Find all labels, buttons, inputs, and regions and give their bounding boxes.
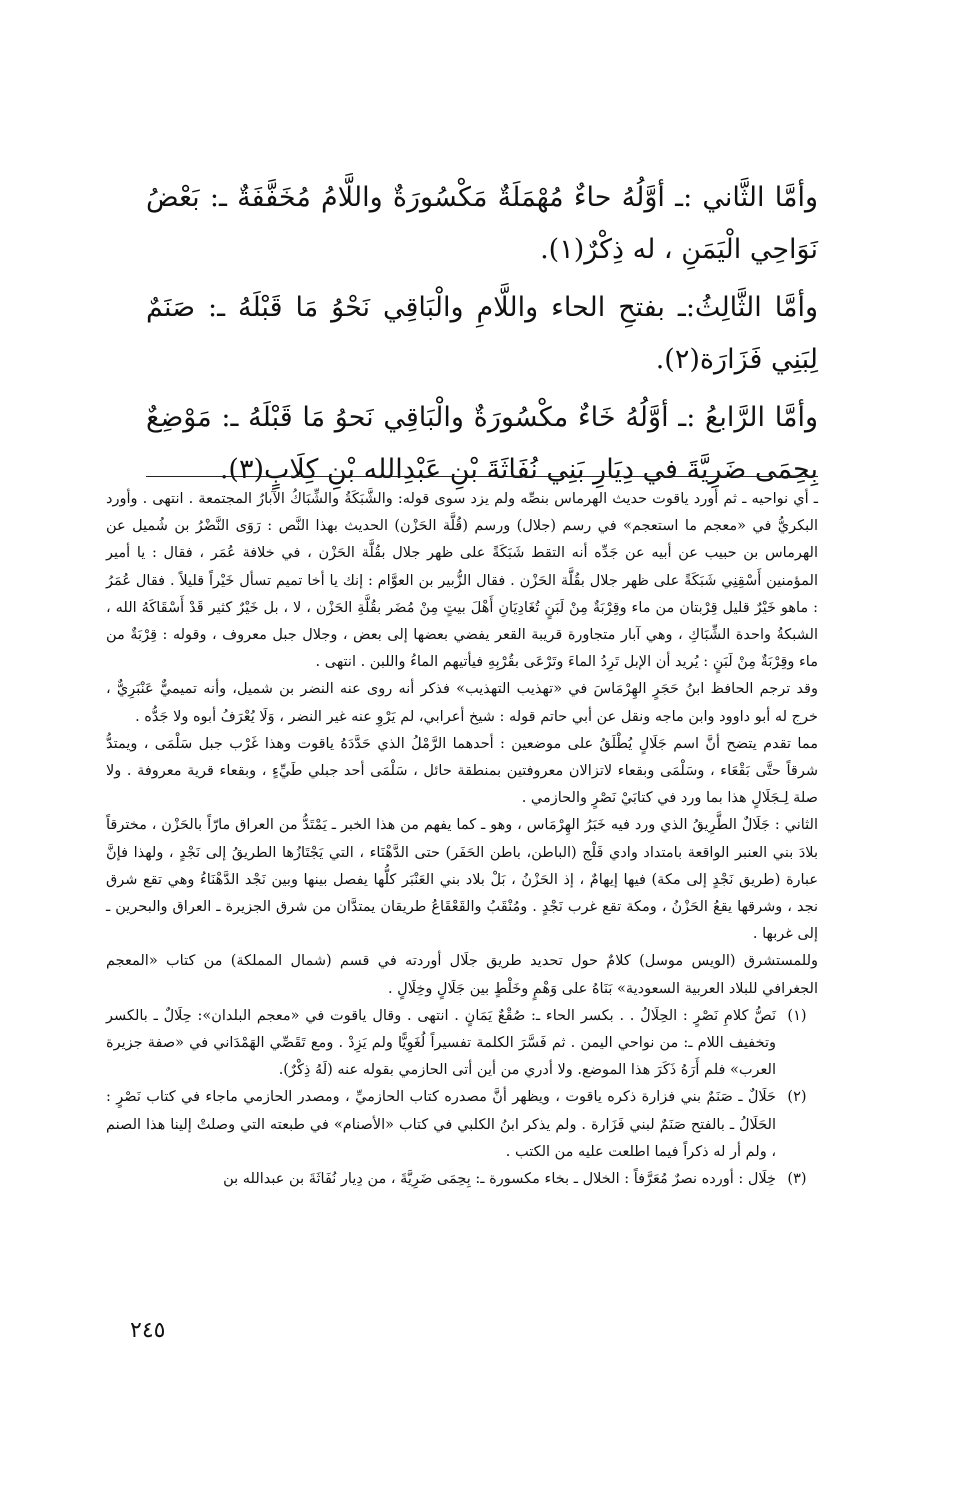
footnote	[106, 1166, 818, 1193]
footnote-text: خِلَال : أورده نصرٌ مُعَرَّفاً : الخلال ـ بخاء مكسورة ـ: بِحِمَى ضَرِيَّةَ ، من دِيار نُفَاثَةَ بن عبدالله بن	[223, 1171, 776, 1188]
footnotes-area	[106, 486, 818, 1193]
footnote-number: (١)	[787, 1007, 807, 1024]
continuation-note: وقد ترجم الحافظ ابنُ حَجَرٍ الهِرْمَاسَ في «تهذيب التهذيب» فذكر أنه روى عنه النضر بن شميل، وأنه تميميٌّ عَنْبَرِيٌّ ، خرج له أبو داوود وابن ماجه ونقل عن أبي حاتم قوله : شيخ أعرابي، لم يَرْوِ عنه غير النضر ، وَلَا يُعْرَفُ أبوه ولا جَدُّه .	[106, 681, 818, 725]
footnote-number: (٣)	[787, 1171, 807, 1188]
main-paragraph: وأمَّا الثَّالِثُ:ـ بفتحِ الحاء واللَّامِ والْبَاقِي نَحْوُ مَا قَبْلَهُ ـ: صَنَمٌ لِبَنِي فَزَارَة(٢).	[146, 292, 818, 375]
footnote-text: حَلَالٌ ـ صَنَمٌ بني فزارة ذكره ياقوت ، ويظهر أنَّ مصدره كتاب الحازميِّ ، ومصدر الحازمي ماجاء في كتاب نَصْرٍ : الحَلَالُ ـ بالفتح صَنَمٌ لبني فَزَارة . ولم يذكر ابنُ الكلبي في كتاب «الأصنام» في طبعته التي وصلتْ إلينا هذا الصنم ، ولم أر له ذكراً فيما اطلعت عليه من الكتب .	[106, 1089, 776, 1160]
continuation-note: مما تقدم يتضح أنَّ اسم جَلَالٍ يُطْلَقُ على موضعين : أحدهما الرَّمْلُ الذي حَدَّدَهُ ياقوت وهذا غَرْب جبل سَلْمَى ، ويمتدُّ شرقاً حتَّى بَقْعَاء ، وسَلْمَى وبقعاء لاتزالان معروفتين بمنطقة حائل ، سَلْمَى أحد جبلي طَيِّءٍ ، وبقعاء قرية معروفة . ولا صلة لِـجَلَالٍ هذا بما ورد في كتابَيْ نَصْرٍ والحازمي .	[106, 735, 818, 807]
main-paragraph: وأمَّا الرَّابعُ :ـ أوَّلُهُ خَاءٌ مكْسُورَةٌ والْبَاقِي نَحوُ مَا قَبْلَهُ ـ: مَوْضِعٌ بِحِمَى ضَرِيَّةَ في دِيَارِ بَنِي نُفَاثَةَ بْنِ عَبْدِالله بْنِ كِلَابٍ(٣).	[146, 402, 818, 485]
footnote	[106, 1084, 818, 1166]
main-text	[146, 172, 818, 502]
continuation-note: وللمستشرق (الويس موسل) كلامٌ حول تحديد طريق جلَال أوردته في قسم (شمال المملكة) من كتاب «المعجم الجغرافي للبلاد العربية السعودية» بَنَاهُ على وَهْمٍ وخَلْطٍ بين جَلَالٍ وخِلَالٍ .	[106, 953, 818, 997]
footnote-number: (٢)	[787, 1089, 807, 1106]
footnote	[106, 1003, 818, 1085]
continuation-note: الثاني : جَلَالٌ الطَّرِيقُ الذي ورد فيه خَبَرُ الهِرْمَاس ، وهو ـ كما يفهم من هذا الخبر ـ يَمْتَدُّ من العراق مارّاً بالحَزْن ، مخترقاً بلادَ بني العنبر الواقعة بامتداد وادي فَلْج (الباطن، باطن الحَفَر) حتى الدَّهْنَاء ، التي يَجْتَازُها الطريقُ إلى نَجْدٍ ، ولهذا فإنَّ عبارة (طريق نَجْدٍ إلى مكة) فيها إيهامٌ ، إذ الحَزْنُ ، بَلْ بلاد بني العَنْبَر كلُّها يفصل بينها وبين نَجْد الدَّهْنَاءُ وهي تقع شرق نجد ، وشرقها يقعُ الحَزْنُ ، ومكة تقع غرب نَجْدٍ . ومُنْقَبُ والقَعْقَاعُ طريقان يمتدَّان من شرق الجزيرة ـ العراق والبحرين ـ إلى غربها .	[106, 817, 818, 943]
main-paragraph: وأمَّا الثَّاني :ـ أوَّلُهُ حاءٌ مُهْمَلَةٌ مَكْسُورَةٌ واللَّامُ مُخَفَّفَةٌ ـ: بَعْضُ نَوَاحِي الْيَمَنِ ، له ذِكْرٌ(١).	[146, 182, 818, 265]
footnote-text: نَصُّ كلامِ نَصْرٍ : الحِلَالُ . . بكسر الحاء ـ: صُقْعٌ يَمَانٍ . انتهى . وقال ياقوت في «معجم البلدان»: حِلَالٌ ـ بالكسر وتخفيف اللام ـ: من نواحي اليمن . ثم فَسَّرَ الكلمة تفسيراً لُغَوِيًّا ولم يَزِدْ . ومع تَقَصِّي الهَمْدَاني في «صفة جزيرة العرب» فلم أَرَهُ ذَكَرَ هذا الموضع. ولا أدري من أين أتى الحازمي بقوله عنه (لَهُ ذِكْرٌ).	[106, 1007, 776, 1079]
continuation-note: ـ أي نواحيه ـ ثم أورد ياقوت حديث الهرماس بنصِّه ولم يزد سوى قوله: والشَّبَكَةُ والشِّبَاكُ الآبارُ المجتمعة . انتهى . وأورد البكريُّ في «معجم ما استعجم» في رسم (جلال) ورسم (قُلَّة الحَزْن) الحديث بهذا النَّص : رَوَى النَّضْرُ بن شُميل عن الهرماس بن حبيب عن أبيه عن جَدِّه أنه التقط شَبَكَةً على ظهر جلال بقُلَّة الحَزْن ، في خلافة عُمَر ، فقال : يا أمير المؤمنين أَسْقِنِي شَبَكَةً على ظهر جلال بقُلَّة الحَزْن . فقال الزُّبير بن العوَّام : إنك يا أخا تميم تسأل خَيْراً قليلاً . فقال عُمَرُ : ماهو خَيْرٌ قليل قِرْبتان من ماء وقِرْبَةٌ مِنْ لَبَنٍ تُغَادِيَانِ أَهْلَ بيتٍ مِنْ مُضَر بقُلَّةِ الحَزْن ، لا ، بل خَيْرٌ كثير قَدْ أَسْقَاكَهُ الله ، الشبكةُ واحدة الشِّبَاكِ ، وهي آبار متجاورة قريبة القعر يفضي بعضها إلى بعض ، وجلال جبل معروف ، وقوله : قِرْبَةٌ من ماء وقِرْبَةٌ مِنْ لَبَنٍ : يُريد أن الإبل تَرِدُ الماءَ وتَرْعَى بقُرْبِهِ فيأتيهم الماءُ واللبن . انتهى .	[106, 491, 818, 671]
footnote-separator	[146, 476, 818, 477]
page-number: ٢٤٥	[130, 1318, 166, 1343]
